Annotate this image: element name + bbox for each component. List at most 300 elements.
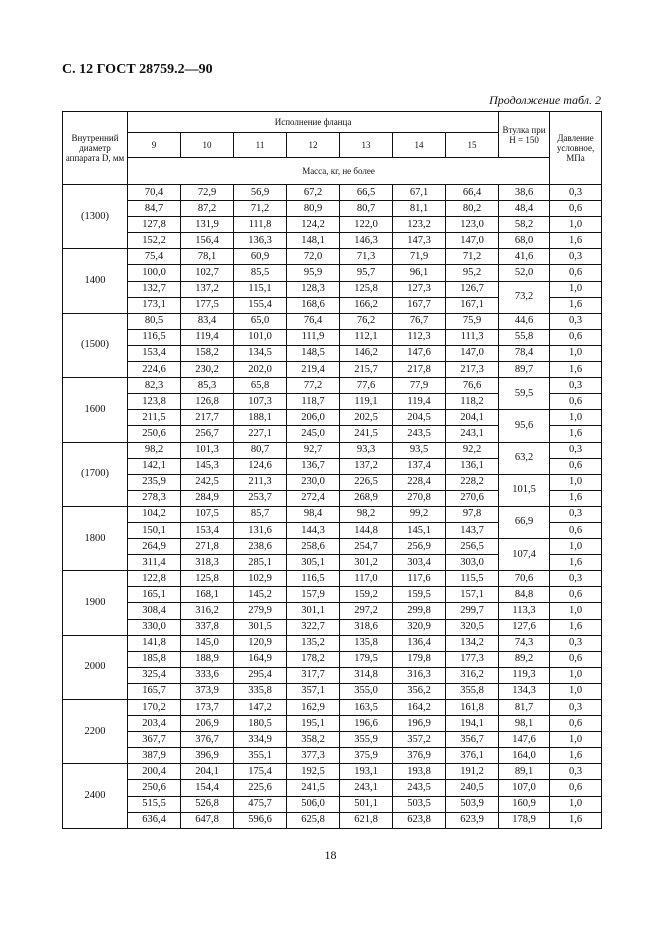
mass-cell: 322,7 xyxy=(287,619,340,635)
mass-cell: 243,5 xyxy=(393,780,446,796)
mass-cell: 95,9 xyxy=(287,265,340,281)
mass-cell: 305,1 xyxy=(287,555,340,571)
mass-cell: 148,1 xyxy=(287,233,340,249)
sleeve-mass-cell: 113,3 xyxy=(499,603,550,619)
pressure-column-header: Давление условное, МПа xyxy=(550,112,602,185)
mass-cell: 358,2 xyxy=(287,732,340,748)
mass-cell: 256,7 xyxy=(181,426,234,442)
table-row xyxy=(63,700,602,716)
mass-cell: 299,8 xyxy=(393,603,446,619)
mass-cell: 76,4 xyxy=(287,313,340,329)
mass-cell: 141,8 xyxy=(128,635,181,651)
mass-cell: 173,1 xyxy=(128,297,181,313)
table-row xyxy=(63,812,602,828)
mass-cell: 376,9 xyxy=(393,748,446,764)
mass-cell: 204,1 xyxy=(446,410,499,426)
mass-cell: 116,5 xyxy=(128,329,181,345)
sleeve-mass-cell: 52,0 xyxy=(499,265,550,281)
mass-cell: 301,2 xyxy=(340,555,393,571)
mass-cell: 162,9 xyxy=(287,700,340,716)
mass-cell: 228,2 xyxy=(446,474,499,490)
mass-cell: 264,9 xyxy=(128,539,181,555)
mass-cell: 356,2 xyxy=(393,683,446,699)
mass-cell: 96,1 xyxy=(393,265,446,281)
mass-cell: 95,2 xyxy=(446,265,499,281)
pressure-cell: 1,0 xyxy=(550,217,602,233)
diameter-cell: 2200 xyxy=(63,700,128,764)
mass-cell: 268,9 xyxy=(340,490,393,506)
pressure-cell: 1,0 xyxy=(550,410,602,426)
mass-cell: 77,6 xyxy=(340,378,393,394)
mass-cell: 636,4 xyxy=(128,812,181,828)
mass-cell: 317,7 xyxy=(287,667,340,683)
sleeve-mass-cell: 41,6 xyxy=(499,249,550,265)
mass-cell: 164,9 xyxy=(234,651,287,667)
diameter-cell: (1500) xyxy=(63,313,128,377)
table-row xyxy=(63,185,602,201)
mass-cell: 144,8 xyxy=(340,522,393,538)
mass-cell: 118,7 xyxy=(287,394,340,410)
execution-number: 10 xyxy=(181,133,234,158)
mass-cell: 77,9 xyxy=(393,378,446,394)
sleeve-mass-cell: 119,3 xyxy=(499,667,550,683)
sleeve-mass-cell: 107,4 xyxy=(499,539,550,571)
pressure-cell: 0,3 xyxy=(550,571,602,587)
pressure-cell: 0,3 xyxy=(550,378,602,394)
mass-cell: 145,1 xyxy=(393,522,446,538)
mass-cell: 303,4 xyxy=(393,555,446,571)
diameter-cell: 1600 xyxy=(63,378,128,442)
mass-cell: 271,8 xyxy=(181,539,234,555)
diameter-cell: 1400 xyxy=(63,249,128,313)
mass-cell: 185,8 xyxy=(128,651,181,667)
mass-cell: 211,3 xyxy=(234,474,287,490)
mass-cell: 396,9 xyxy=(181,748,234,764)
mass-cell: 367,7 xyxy=(128,732,181,748)
mass-cell: 175,4 xyxy=(234,764,287,780)
mass-cell: 137,4 xyxy=(393,458,446,474)
mass-cell: 308,4 xyxy=(128,603,181,619)
table-body xyxy=(63,185,602,829)
mass-cell: 124,2 xyxy=(287,217,340,233)
mass-cell: 204,1 xyxy=(181,764,234,780)
mass-cell: 76,2 xyxy=(340,313,393,329)
mass-cell: 202,0 xyxy=(234,362,287,378)
mass-cell: 146,3 xyxy=(340,233,393,249)
mass-cell: 621,8 xyxy=(340,812,393,828)
mass-cell: 299,7 xyxy=(446,603,499,619)
mass-cell: 112,3 xyxy=(393,329,446,345)
mass-cell: 193,1 xyxy=(340,764,393,780)
document-header: С. 12 ГОСТ 28759.2—90 xyxy=(62,62,213,77)
sleeve-mass-cell: 147,6 xyxy=(499,732,550,748)
mass-cell: 270,8 xyxy=(393,490,446,506)
mass-cell: 65,0 xyxy=(234,313,287,329)
mass-cell: 357,2 xyxy=(393,732,446,748)
table-row xyxy=(63,249,602,265)
mass-cell: 270,6 xyxy=(446,490,499,506)
mass-cell: 97,8 xyxy=(446,506,499,522)
mass-cell: 192,5 xyxy=(287,764,340,780)
mass-cell: 107,3 xyxy=(234,394,287,410)
mass-cell: 136,4 xyxy=(393,635,446,651)
mass-cell: 297,2 xyxy=(340,603,393,619)
mass-cell: 203,4 xyxy=(128,716,181,732)
sleeve-mass-cell: 95,6 xyxy=(499,410,550,442)
pressure-cell: 0,6 xyxy=(550,329,602,345)
mass-cell: 204,5 xyxy=(393,410,446,426)
mass-cell: 144,3 xyxy=(287,522,340,538)
mass-cell: 284,9 xyxy=(181,490,234,506)
mass-cell: 311,4 xyxy=(128,555,181,571)
mass-cell: 173,7 xyxy=(181,700,234,716)
pressure-cell: 0,6 xyxy=(550,265,602,281)
mass-cell: 98,2 xyxy=(340,506,393,522)
mass-cell: 123,0 xyxy=(446,217,499,233)
table-row xyxy=(63,651,602,667)
pressure-cell: 1,0 xyxy=(550,345,602,361)
mass-cell: 320,5 xyxy=(446,619,499,635)
mass-cell: 250,6 xyxy=(128,426,181,442)
mass-cell: 142,1 xyxy=(128,458,181,474)
mass-cell: 217,8 xyxy=(393,362,446,378)
sleeve-mass-cell: 63,2 xyxy=(499,442,550,474)
diameter-cell: 1800 xyxy=(63,506,128,570)
mass-cell: 355,0 xyxy=(340,683,393,699)
table-row xyxy=(63,635,602,651)
mass-cell: 70,4 xyxy=(128,185,181,201)
sleeve-mass-cell: 160,9 xyxy=(499,796,550,812)
mass-cell: 85,5 xyxy=(234,265,287,281)
mass-cell: 318,3 xyxy=(181,555,234,571)
table-row xyxy=(63,442,602,458)
pressure-cell: 1,6 xyxy=(550,297,602,313)
sleeve-mass-cell: 84,8 xyxy=(499,587,550,603)
table-row xyxy=(63,217,602,233)
mass-cell: 506,0 xyxy=(287,796,340,812)
mass-cell: 80,7 xyxy=(340,201,393,217)
sleeve-mass-cell: 55,8 xyxy=(499,329,550,345)
table-row xyxy=(63,329,602,345)
pressure-cell: 1,6 xyxy=(550,619,602,635)
mass-cell: 104,2 xyxy=(128,506,181,522)
mass-cell: 77,2 xyxy=(287,378,340,394)
mass-cell: 115,5 xyxy=(446,571,499,587)
table-row xyxy=(63,732,602,748)
mass-cell: 119,4 xyxy=(181,329,234,345)
mass-cell: 95,7 xyxy=(340,265,393,281)
mass-cell: 301,5 xyxy=(234,619,287,635)
mass-cell: 526,8 xyxy=(181,796,234,812)
sleeve-mass-cell: 48,4 xyxy=(499,201,550,217)
mass-cell: 71,9 xyxy=(393,249,446,265)
table-row xyxy=(63,587,602,603)
pressure-cell: 1,0 xyxy=(550,796,602,812)
mass-cell: 107,5 xyxy=(181,506,234,522)
mass-cell: 100,0 xyxy=(128,265,181,281)
sleeve-mass-cell: 89,7 xyxy=(499,362,550,378)
mass-cell: 211,5 xyxy=(128,410,181,426)
pressure-cell: 1,6 xyxy=(550,362,602,378)
mass-cell: 127,8 xyxy=(128,217,181,233)
pressure-cell: 1,0 xyxy=(550,732,602,748)
sleeve-mass-cell: 70,6 xyxy=(499,571,550,587)
sleeve-mass-cell: 101,5 xyxy=(499,474,550,506)
execution-number: 9 xyxy=(128,133,181,158)
mass-cell: 98,2 xyxy=(128,442,181,458)
mass-cell: 111,3 xyxy=(446,329,499,345)
mass-cell: 154,4 xyxy=(181,780,234,796)
mass-cell: 219,4 xyxy=(287,362,340,378)
mass-cell: 188,9 xyxy=(181,651,234,667)
pressure-cell: 0,3 xyxy=(550,764,602,780)
pressure-cell: 0,3 xyxy=(550,700,602,716)
mass-cell: 167,1 xyxy=(446,297,499,313)
execution-number: 12 xyxy=(287,133,340,158)
mass-cell: 98,4 xyxy=(287,506,340,522)
mass-cell: 132,7 xyxy=(128,281,181,297)
mass-cell: 196,9 xyxy=(393,716,446,732)
mass-cell: 99,2 xyxy=(393,506,446,522)
mass-cell: 65,8 xyxy=(234,378,287,394)
mass-cell: 647,8 xyxy=(181,812,234,828)
mass-cell: 67,2 xyxy=(287,185,340,201)
mass-cell: 334,9 xyxy=(234,732,287,748)
execution-number: 11 xyxy=(234,133,287,158)
execution-column-header: Исполнение фланца xyxy=(128,112,499,133)
mass-cell: 76,7 xyxy=(393,313,446,329)
sleeve-column-header: Втулка при H = 150 xyxy=(499,112,550,158)
mass-cell: 126,8 xyxy=(181,394,234,410)
pressure-cell: 0,6 xyxy=(550,587,602,603)
mass-cell: 245,0 xyxy=(287,426,340,442)
pressure-cell: 1,6 xyxy=(550,748,602,764)
mass-cell: 136,1 xyxy=(446,458,499,474)
pressure-cell: 0,3 xyxy=(550,249,602,265)
mass-cell: 316,2 xyxy=(446,667,499,683)
mass-cell: 227,1 xyxy=(234,426,287,442)
pressure-cell: 1,0 xyxy=(550,474,602,490)
mass-cell: 131,6 xyxy=(234,522,287,538)
mass-cell: 115,1 xyxy=(234,281,287,297)
mass-cell: 202,5 xyxy=(340,410,393,426)
mass-cell: 272,4 xyxy=(287,490,340,506)
mass-cell: 83,4 xyxy=(181,313,234,329)
mass-cell: 78,1 xyxy=(181,249,234,265)
pressure-cell: 1,0 xyxy=(550,281,602,297)
mass-cell: 168,1 xyxy=(181,587,234,603)
mass-cell: 155,4 xyxy=(234,297,287,313)
mass-cell: 206,9 xyxy=(181,716,234,732)
pressure-cell: 0,6 xyxy=(550,780,602,796)
table-continuation-label: Продолжение табл. 2 xyxy=(489,93,601,107)
diameter-cell: (1700) xyxy=(63,442,128,506)
mass-cell: 623,8 xyxy=(393,812,446,828)
mass-cell: 102,9 xyxy=(234,571,287,587)
mass-cell: 206,0 xyxy=(287,410,340,426)
pressure-cell: 1,6 xyxy=(550,233,602,249)
mass-cell: 177,3 xyxy=(446,651,499,667)
mass-cell: 230,0 xyxy=(287,474,340,490)
mass-cell: 387,9 xyxy=(128,748,181,764)
table-row xyxy=(63,780,602,796)
mass-cell: 147,0 xyxy=(446,345,499,361)
mass-cell: 373,9 xyxy=(181,683,234,699)
mass-cell: 224,6 xyxy=(128,362,181,378)
mass-cell: 122,0 xyxy=(340,217,393,233)
table-row xyxy=(63,603,602,619)
mass-cell: 377,3 xyxy=(287,748,340,764)
mass-cell: 355,8 xyxy=(446,683,499,699)
mass-cell: 228,4 xyxy=(393,474,446,490)
mass-cell: 167,7 xyxy=(393,297,446,313)
mass-cell: 159,2 xyxy=(340,587,393,603)
mass-cell: 193,8 xyxy=(393,764,446,780)
mass-cell: 501,1 xyxy=(340,796,393,812)
flange-mass-table xyxy=(62,111,602,829)
mass-cell: 301,1 xyxy=(287,603,340,619)
mass-cell: 134,5 xyxy=(234,345,287,361)
execution-number: 15 xyxy=(446,133,499,158)
mass-cell: 80,5 xyxy=(128,313,181,329)
sleeve-mass-cell: 127,6 xyxy=(499,619,550,635)
table-row xyxy=(63,796,602,812)
mass-cell: 124,6 xyxy=(234,458,287,474)
mass-cell: 515,5 xyxy=(128,796,181,812)
mass-cell: 165,1 xyxy=(128,587,181,603)
mass-cell: 147,2 xyxy=(234,700,287,716)
pressure-cell: 0,6 xyxy=(550,458,602,474)
mass-cell: 164,2 xyxy=(393,700,446,716)
mass-cell: 243,1 xyxy=(446,426,499,442)
mass-cell: 147,3 xyxy=(393,233,446,249)
sleeve-mass-cell: 98,1 xyxy=(499,716,550,732)
mass-cell: 503,9 xyxy=(446,796,499,812)
mass-cell: 242,5 xyxy=(181,474,234,490)
mass-cell: 376,1 xyxy=(446,748,499,764)
mass-cell: 235,9 xyxy=(128,474,181,490)
mass-cell: 226,5 xyxy=(340,474,393,490)
mass-cell: 240,5 xyxy=(446,780,499,796)
mass-cell: 143,7 xyxy=(446,522,499,538)
table-row xyxy=(63,378,602,394)
mass-cell: 72,0 xyxy=(287,249,340,265)
pressure-cell: 1,6 xyxy=(550,426,602,442)
mass-cell: 250,6 xyxy=(128,780,181,796)
diameter-cell: 1900 xyxy=(63,571,128,635)
pressure-cell: 1,0 xyxy=(550,683,602,699)
mass-cell: 111,8 xyxy=(234,217,287,233)
mass-cell: 156,4 xyxy=(181,233,234,249)
mass-cell: 200,4 xyxy=(128,764,181,780)
mass-cell: 625,8 xyxy=(287,812,340,828)
mass-cell: 137,2 xyxy=(181,281,234,297)
mass-cell: 66,4 xyxy=(446,185,499,201)
mass-cell: 76,6 xyxy=(446,378,499,394)
sleeve-mass-cell: 164,0 xyxy=(499,748,550,764)
mass-cell: 134,2 xyxy=(446,635,499,651)
pressure-cell: 0,6 xyxy=(550,394,602,410)
table-row xyxy=(63,345,602,361)
pressure-cell: 1,6 xyxy=(550,812,602,828)
mass-cell: 217,3 xyxy=(446,362,499,378)
mass-cell: 146,2 xyxy=(340,345,393,361)
mass-cell: 75,4 xyxy=(128,249,181,265)
mass-cell: 303,0 xyxy=(446,555,499,571)
mass-cell: 148,5 xyxy=(287,345,340,361)
mass-cell: 93,5 xyxy=(393,442,446,458)
sleeve-mass-cell: 44,6 xyxy=(499,313,550,329)
sleeve-mass-cell: 78,4 xyxy=(499,345,550,361)
mass-cell: 376,7 xyxy=(181,732,234,748)
mass-cell: 84,7 xyxy=(128,201,181,217)
mass-cell: 147,6 xyxy=(393,345,446,361)
mass-cell: 72,9 xyxy=(181,185,234,201)
sleeve-mass-cell: 68,0 xyxy=(499,233,550,249)
table-row xyxy=(63,313,602,329)
mass-cell: 258,6 xyxy=(287,539,340,555)
mass-cell: 126,7 xyxy=(446,281,499,297)
page-number: 18 xyxy=(324,848,337,862)
table-row xyxy=(63,667,602,683)
mass-cell: 325,4 xyxy=(128,667,181,683)
table-row xyxy=(63,748,602,764)
mass-cell: 230,2 xyxy=(181,362,234,378)
mass-cell: 161,8 xyxy=(446,700,499,716)
mass-cell: 158,2 xyxy=(181,345,234,361)
sleeve-mass-cell: 81,7 xyxy=(499,700,550,716)
mass-cell: 330,0 xyxy=(128,619,181,635)
mass-cell: 243,5 xyxy=(393,426,446,442)
sleeve-mass-cell: 178,9 xyxy=(499,812,550,828)
pressure-cell: 1,6 xyxy=(550,555,602,571)
mass-cell: 157,9 xyxy=(287,587,340,603)
mass-cell: 120,9 xyxy=(234,635,287,651)
pressure-cell: 0,3 xyxy=(550,635,602,651)
mass-cell: 196,6 xyxy=(340,716,393,732)
mass-cell: 256,5 xyxy=(446,539,499,555)
mass-cell: 118,2 xyxy=(446,394,499,410)
mass-cell: 71,2 xyxy=(446,249,499,265)
mass-cell: 503,5 xyxy=(393,796,446,812)
mass-cell: 241,5 xyxy=(287,780,340,796)
table-row xyxy=(63,362,602,378)
mass-cell: 92,7 xyxy=(287,442,340,458)
diameter-cell: 2000 xyxy=(63,635,128,699)
mass-cell: 153,4 xyxy=(181,522,234,538)
mass-cell: 215,7 xyxy=(340,362,393,378)
table-row xyxy=(63,410,602,426)
mass-cell: 180,5 xyxy=(234,716,287,732)
table-row xyxy=(63,539,602,555)
mass-cell: 135,2 xyxy=(287,635,340,651)
table-row xyxy=(63,764,602,780)
mass-cell: 295,4 xyxy=(234,667,287,683)
mass-cell: 123,2 xyxy=(393,217,446,233)
mass-cell: 67,1 xyxy=(393,185,446,201)
pressure-cell: 1,6 xyxy=(550,490,602,506)
mass-cell: 56,9 xyxy=(234,185,287,201)
mass-cell: 128,3 xyxy=(287,281,340,297)
mass-cell: 241,5 xyxy=(340,426,393,442)
mass-cell: 81,1 xyxy=(393,201,446,217)
mass-cell: 335,8 xyxy=(234,683,287,699)
sleeve-mass-cell: 73,2 xyxy=(499,281,550,313)
mass-cell: 150,1 xyxy=(128,522,181,538)
mass-cell: 188,1 xyxy=(234,410,287,426)
sleeve-mass-cell: 89,2 xyxy=(499,651,550,667)
mass-cell: 116,5 xyxy=(287,571,340,587)
